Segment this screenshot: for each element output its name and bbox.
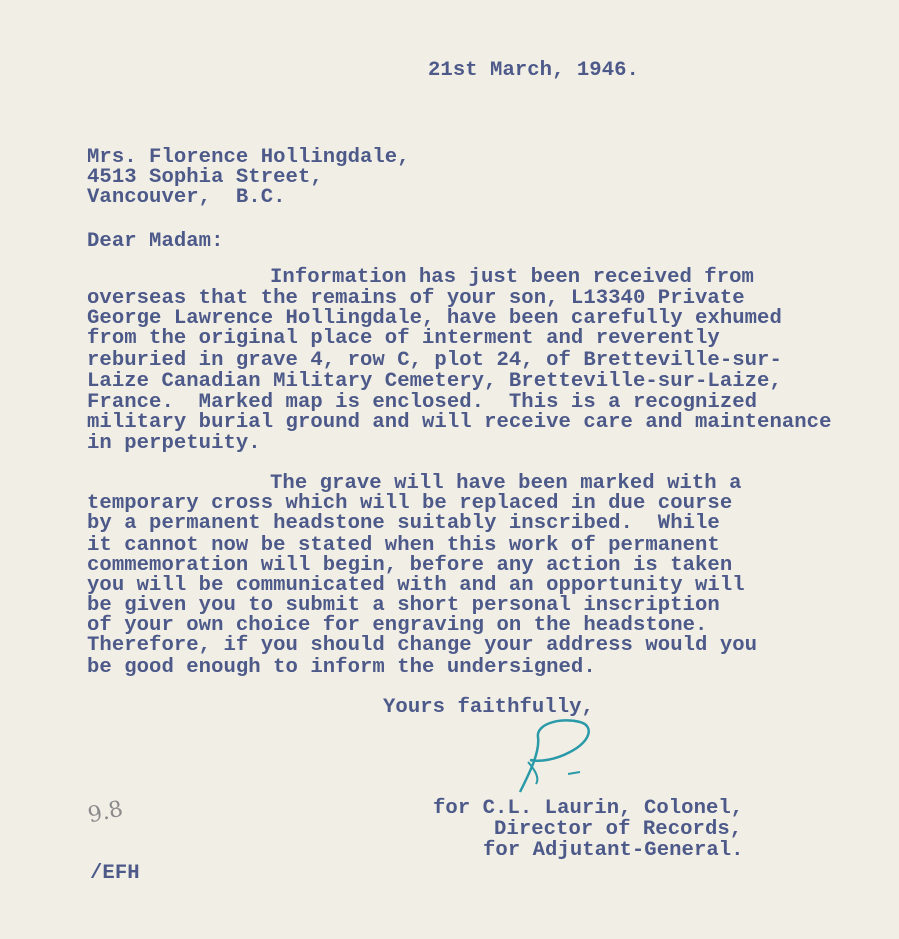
text-line: be good enough to inform the undersigned.: [87, 656, 596, 679]
text-line: The grave will have been marked with a: [270, 472, 742, 495]
address-line: 4513 Sophia Street,: [87, 166, 323, 189]
signature-line: for C.L. Laurin, Colonel,: [433, 797, 744, 820]
text-line: in perpetuity.: [87, 432, 261, 455]
text-line: temporary cross which will be replaced in due course: [87, 492, 733, 515]
letter-date: 21st March, 1946.: [428, 59, 639, 82]
signature-line: Director of Records,: [494, 818, 743, 841]
text-line: it cannot now be stated when this work of permanent: [87, 534, 720, 557]
text-line: military burial ground and will receive care and maintenance: [87, 411, 832, 434]
address-line: Vancouver, B.C.: [87, 186, 286, 209]
text-line: overseas that the remains of your son, L13340 Private: [87, 287, 745, 310]
text-line: by a permanent headstone suitably inscribed. While: [87, 512, 720, 535]
closing: Yours faithfully,: [383, 696, 594, 719]
text-line: from the original place of interment and reverently: [87, 327, 720, 350]
text-line: of your own choice for engraving on the headstone.: [87, 614, 708, 637]
text-line: Laize Canadian Military Cemetery, Bretteville-sur-Laize,: [87, 370, 782, 393]
handwritten-note: 9.8: [85, 796, 126, 829]
text-line: George Lawrence Hollingdale, have been carefully exhumed: [87, 307, 782, 330]
text-line: be given you to submit a short personal inscription: [87, 594, 720, 617]
text-line: you will be communicated with and an opportunity will: [87, 574, 745, 597]
text-line: France. Marked map is enclosed. This is a recognized: [87, 391, 758, 414]
text-line: reburied in grave 4, row C, plot 24, of Bretteville-sur-: [87, 349, 782, 372]
text-line: Therefore, if you should change your address would you: [87, 634, 758, 657]
text-line: Information has just been received from: [270, 266, 754, 289]
typist-reference: /EFH: [90, 862, 140, 885]
signature-line: for Adjutant-General.: [483, 839, 744, 862]
handwritten-signature: [500, 712, 610, 797]
text-line: commemoration will begin, before any action is taken: [87, 554, 733, 577]
salutation: Dear Madam:: [87, 230, 224, 253]
address-line: Mrs. Florence Hollingdale,: [87, 146, 410, 169]
